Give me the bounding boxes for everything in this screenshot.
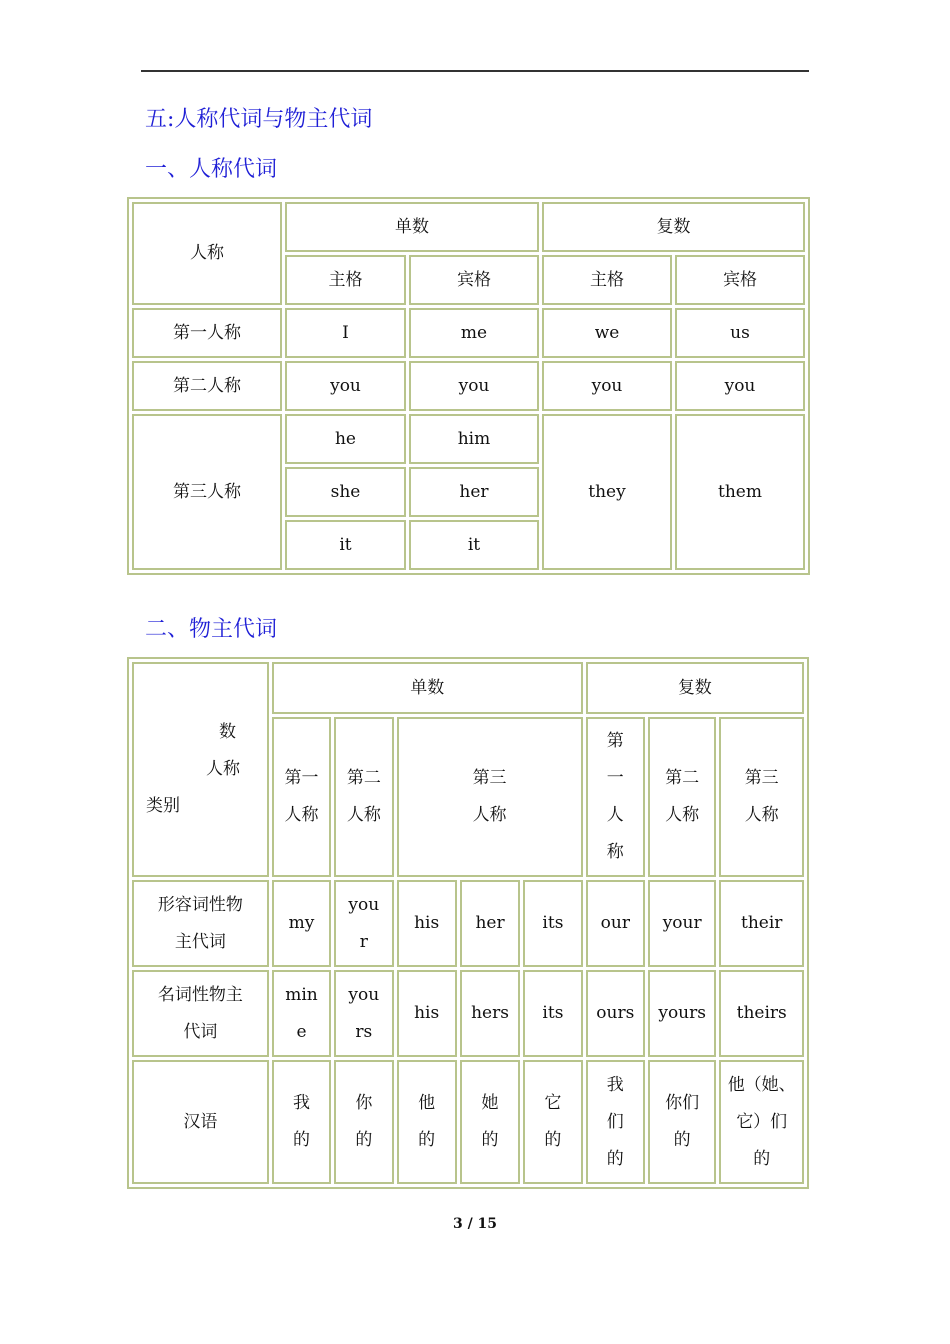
cell-line: 我: [606, 1074, 624, 1095]
col-head-line: 一: [606, 768, 624, 788]
col-head-plural-third: [719, 717, 804, 877]
cell-line: 的: [481, 1130, 499, 1150]
cell-line: your: [662, 913, 702, 933]
row-category-label: [132, 970, 269, 1057]
col-head-line: 第一: [284, 768, 319, 788]
pronoun-cell: [719, 970, 804, 1057]
cell-line: 它: [544, 1093, 562, 1113]
col-head-line: 第: [606, 731, 624, 751]
person-header-cell: 人称: [132, 202, 282, 305]
col-head-line: 称: [606, 842, 624, 862]
cell-line: min: [285, 984, 318, 1005]
pronoun-cell: [648, 970, 716, 1057]
cell-line: its: [542, 1003, 564, 1023]
cell-line: 你: [355, 1093, 373, 1113]
plural-header: 复数: [542, 202, 805, 252]
plural-header: 复数: [586, 662, 804, 714]
cell-line: its: [542, 913, 564, 933]
pronoun-cell: he: [285, 414, 406, 464]
pronoun-cell: [523, 1060, 582, 1184]
col-head-line: 人称: [744, 805, 779, 825]
cell-line: you: [348, 984, 380, 1005]
cell-line: r: [359, 931, 368, 952]
pronoun-cell: you: [675, 361, 805, 411]
pronoun-cell: [334, 880, 393, 967]
pronoun-cell: you: [409, 361, 539, 411]
pronoun-cell: they: [542, 414, 672, 570]
cell-line: 他: [418, 1093, 436, 1113]
cell-line: 们: [606, 1111, 624, 1132]
pronoun-cell: [648, 880, 716, 967]
cell-line: his: [414, 1003, 440, 1023]
pronoun-cell: us: [675, 308, 805, 358]
personal-pronouns-heading: 一、人称代词: [145, 157, 278, 182]
pronoun-cell: [523, 970, 582, 1057]
category-corner-cell: [132, 662, 269, 877]
pronoun-cell: [272, 1060, 331, 1184]
section-title: 五:人称代词与物主代词: [145, 107, 373, 132]
col-head-line: 第三: [744, 768, 779, 788]
personal-pronouns-table: [127, 197, 810, 575]
pronoun-cell: [586, 1060, 645, 1184]
table-row: [132, 361, 805, 411]
pronoun-cell: him: [409, 414, 539, 464]
cell-line: 的: [418, 1130, 436, 1150]
pronoun-cell: [397, 1060, 457, 1184]
table-row: [132, 1060, 804, 1184]
person-label: 第三人称: [132, 414, 282, 570]
col-head-plural-first: [586, 717, 645, 877]
col-head-line: 第二: [665, 768, 700, 788]
col-head-line: 人: [606, 805, 624, 825]
pronoun-cell: it: [285, 520, 406, 570]
cell-line: 它）们: [736, 1111, 788, 1132]
row-category-label: [132, 1060, 269, 1184]
cell-line: my: [288, 913, 315, 933]
col-head-singular-third: [397, 717, 583, 877]
col-head-line: 人称: [284, 805, 319, 825]
pronoun-cell: [586, 970, 645, 1057]
cell-line: 的: [673, 1130, 691, 1150]
singular-nominative-header: 主格: [285, 255, 406, 305]
cell-line: 的: [292, 1130, 310, 1150]
col-head-line: 第二: [346, 768, 381, 788]
plural-objective-header: 宾格: [675, 255, 805, 305]
cell-line: 我: [292, 1093, 310, 1113]
col-head-singular-first: [272, 717, 331, 877]
pronoun-cell: me: [409, 308, 539, 358]
col-head-line: 人称: [346, 805, 381, 825]
plural-nominative-header: 主格: [542, 255, 672, 305]
cell-line: 的: [355, 1130, 373, 1150]
table-row: [132, 970, 804, 1057]
pronoun-cell: them: [675, 414, 805, 570]
cell-line: 她: [481, 1093, 499, 1113]
corner-category-label: 类别: [146, 796, 180, 816]
cell-line: yours: [658, 1003, 706, 1023]
person-label: 第二人称: [132, 361, 282, 411]
pronoun-cell: [397, 880, 457, 967]
pronoun-cell: she: [285, 467, 406, 517]
pronoun-cell: you: [285, 361, 406, 411]
pronoun-cell: [272, 880, 331, 967]
cell-line: rs: [355, 1021, 373, 1042]
pronoun-cell: [648, 1060, 716, 1184]
pronoun-cell: her: [409, 467, 539, 517]
cell-line: 的: [606, 1148, 624, 1169]
category-line: 名词性物主: [157, 984, 243, 1005]
pronoun-cell: [397, 970, 457, 1057]
header-rule: [141, 70, 809, 72]
pronoun-cell: [460, 1060, 520, 1184]
cell-line: his: [414, 913, 440, 933]
possessive-pronouns-heading: 二、物主代词: [145, 617, 278, 642]
pronoun-cell: [334, 970, 393, 1057]
cell-line: you: [348, 894, 380, 915]
pronoun-cell: [272, 970, 331, 1057]
category-line: 形容词性物: [157, 894, 243, 915]
pronoun-cell: we: [542, 308, 672, 358]
singular-header: 单数: [285, 202, 539, 252]
cell-line: e: [296, 1021, 307, 1042]
page-number: 3 / 15: [452, 1216, 498, 1232]
table-row: [132, 880, 804, 967]
pronoun-cell: I: [285, 308, 406, 358]
pronoun-cell: [334, 1060, 393, 1184]
cell-line: 他（她、: [727, 1074, 796, 1095]
pronoun-cell: [586, 880, 645, 967]
cell-line: our: [600, 913, 630, 933]
table-row: [132, 414, 805, 464]
table-row: [132, 308, 805, 358]
cell-line: her: [475, 913, 505, 933]
corner-number-label: 数: [219, 722, 236, 742]
pronoun-cell: you: [542, 361, 672, 411]
col-head-line: 第三: [472, 768, 507, 788]
category-line: 汉语: [183, 1111, 218, 1132]
col-head-line: 人称: [665, 805, 700, 825]
singular-objective-header: 宾格: [409, 255, 539, 305]
col-head-singular-second: [334, 717, 393, 877]
pronoun-cell: [460, 970, 520, 1057]
col-head-plural-second: [648, 717, 716, 877]
pronoun-cell: [719, 880, 804, 967]
cell-line: hers: [471, 1003, 509, 1023]
cell-line: theirs: [736, 1003, 787, 1023]
pronoun-cell: it: [409, 520, 539, 570]
pronoun-cell: [719, 1060, 804, 1184]
corner-person-label: 人称: [206, 759, 240, 779]
cell-line: 的: [544, 1130, 562, 1150]
possessive-pronouns-table: [127, 657, 809, 1189]
person-label: 第一人称: [132, 308, 282, 358]
cell-line: 你们: [665, 1093, 700, 1113]
cell-line: their: [740, 913, 783, 933]
cell-line: 的: [753, 1148, 771, 1169]
row-category-label: [132, 880, 269, 967]
pronoun-cell: [460, 880, 520, 967]
cell-line: ours: [596, 1003, 635, 1023]
singular-header: 单数: [272, 662, 583, 714]
category-line: 主代词: [174, 931, 226, 952]
pronoun-cell: [523, 880, 582, 967]
col-head-line: 人称: [472, 805, 507, 825]
category-line: 代词: [183, 1021, 218, 1042]
